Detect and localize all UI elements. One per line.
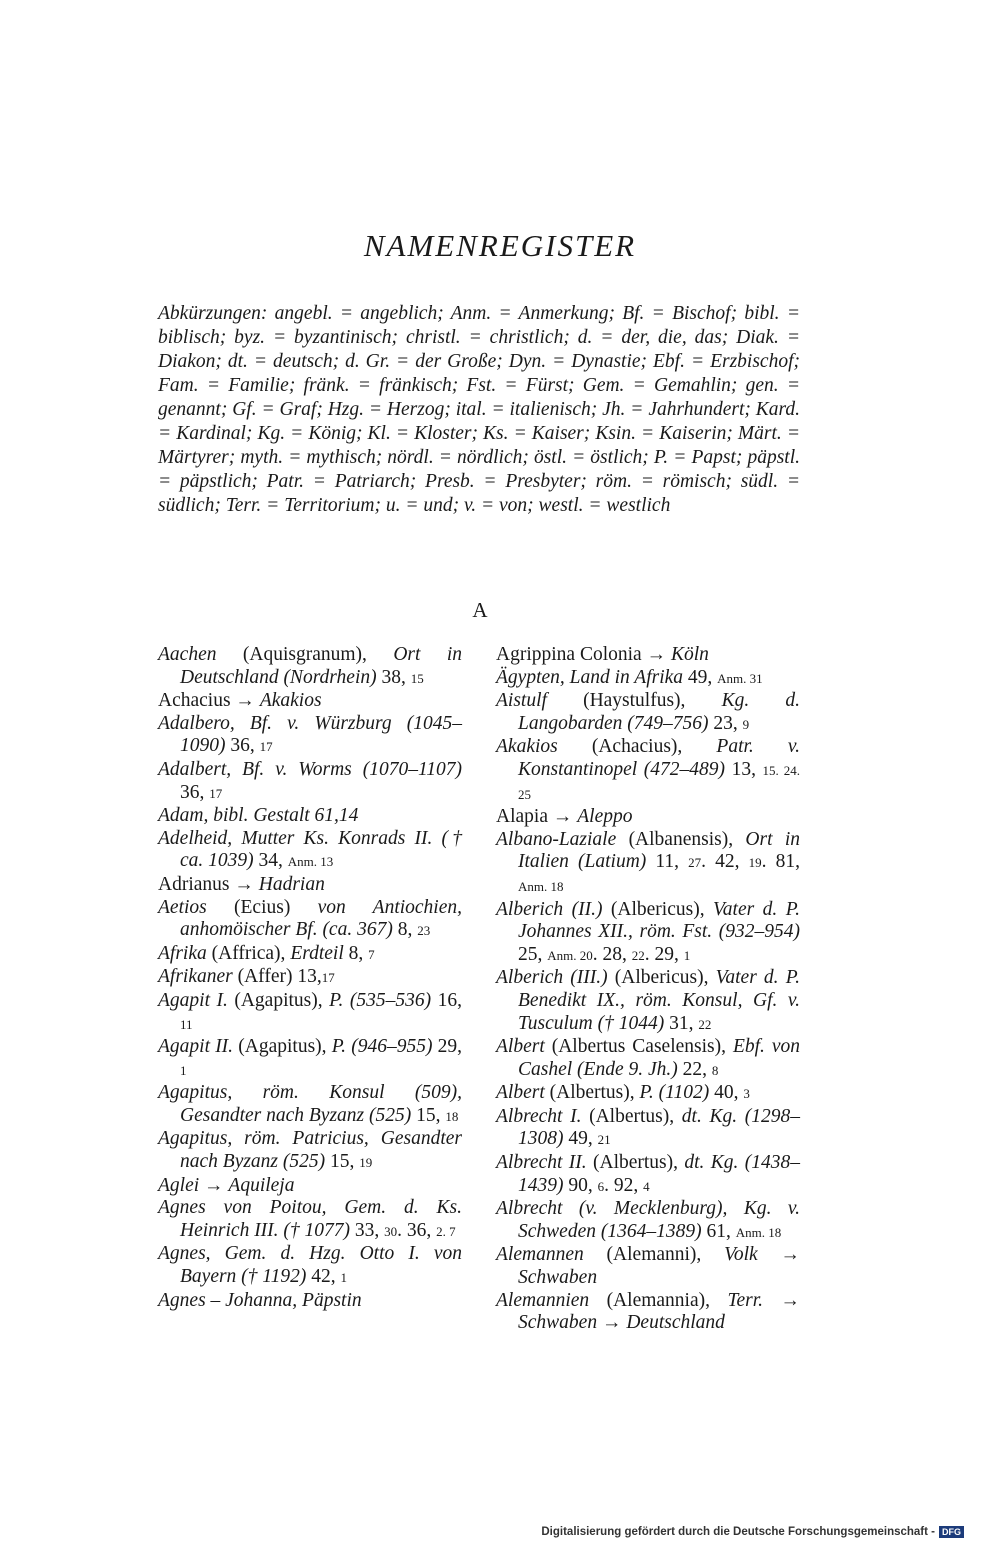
entry-segment: Anm. 18 bbox=[735, 1224, 782, 1240]
entry-segment: (Alemanni), bbox=[583, 1244, 725, 1266]
entry-segment: 34, bbox=[253, 850, 288, 872]
entry-segment: P. (946–955) bbox=[331, 1036, 433, 1058]
entry-segment: (Albertus), bbox=[586, 1152, 685, 1174]
entry-segment: → bbox=[597, 1312, 627, 1334]
section-letter: A bbox=[472, 598, 488, 622]
index-entry bbox=[496, 1290, 800, 1335]
entry-segment: (Ecius) bbox=[206, 896, 318, 918]
entry-segment: 15 bbox=[410, 670, 424, 686]
entry-segment: Kg. d. Langobarden (749–756) bbox=[518, 690, 801, 734]
index-entry bbox=[158, 1197, 462, 1243]
index-entry bbox=[496, 667, 800, 691]
entry-segment: 22, bbox=[677, 1058, 712, 1080]
entry-segment: Terr. bbox=[727, 1289, 764, 1311]
entry-segment: 22 bbox=[631, 947, 645, 963]
index-entry bbox=[496, 1152, 800, 1198]
entry-segment: 23 bbox=[417, 923, 431, 939]
entry-segment: Agapit II. bbox=[158, 1036, 234, 1058]
entry-segment: Anm. 13 bbox=[287, 854, 334, 870]
entry-segment: 15, bbox=[325, 1151, 360, 1173]
entry-segment: 21 bbox=[597, 1132, 611, 1148]
index-entry bbox=[496, 1244, 800, 1289]
index-entry bbox=[158, 805, 462, 828]
entry-segment: Agrippina Colonia → bbox=[496, 644, 671, 665]
entry-segment: Achacius → bbox=[158, 690, 260, 712]
entry-segment: 17 bbox=[259, 739, 273, 755]
entry-segment: (Albertus), bbox=[544, 1082, 640, 1104]
entry-segment: Afrika bbox=[158, 942, 207, 964]
entry-segment: dt. Kg. (1298–1308) bbox=[518, 1105, 800, 1150]
entry-segment: Agnes – Johanna, Päpstin bbox=[158, 1289, 362, 1311]
entry-segment: Adrianus → bbox=[158, 873, 259, 895]
index-column-right bbox=[496, 644, 800, 1335]
index-column-left bbox=[158, 644, 462, 1312]
index-entry bbox=[496, 1036, 800, 1082]
entry-segment: (Aquisgranum), bbox=[216, 644, 394, 665]
entry-segment: 29, bbox=[432, 1036, 463, 1058]
entry-segment: Agapitus, röm. Konsul (509), Gesandter nach Byzanz (525) bbox=[158, 1082, 462, 1126]
page-title: NAMENREGISTER bbox=[363, 228, 637, 263]
index-entry bbox=[158, 990, 462, 1036]
entry-segment: . 36, bbox=[397, 1219, 437, 1241]
entry-segment: 9 bbox=[742, 716, 750, 732]
entry-segment: 15, bbox=[411, 1104, 446, 1126]
index-entry bbox=[496, 1082, 800, 1106]
entry-segment: 1 bbox=[683, 947, 691, 963]
entry-segment: Aglei bbox=[158, 1174, 200, 1196]
entry-segment: 16, bbox=[431, 989, 463, 1011]
entry-segment: Alberich (III.) bbox=[496, 967, 608, 989]
entry-segment: 1 bbox=[180, 1062, 187, 1078]
entry-segment: Albrecht II. bbox=[496, 1152, 587, 1174]
entry-segment: Adelheid, Mutter Ks. Konrads II. († ca. 1039) bbox=[158, 827, 462, 872]
entry-segment: (Albertus), bbox=[581, 1105, 682, 1127]
entry-segment: 1 bbox=[340, 1270, 347, 1286]
entry-segment: Aleppo bbox=[577, 806, 633, 828]
entry-segment: P. (1102) bbox=[639, 1082, 710, 1104]
index-entry bbox=[158, 1036, 462, 1082]
entry-segment: Ort in Italien (Latium) bbox=[518, 828, 800, 873]
entry-segment: 61, bbox=[701, 1220, 736, 1242]
entry-segment: Anm. 18 bbox=[518, 878, 564, 894]
entry-segment: Volk bbox=[724, 1244, 758, 1266]
entry-segment: → bbox=[757, 1244, 800, 1266]
entry-segment: Alemannen bbox=[496, 1244, 584, 1266]
entry-segment: dt. Kg. (1438–1439) bbox=[518, 1152, 800, 1196]
entry-segment: Albert bbox=[496, 1082, 545, 1104]
entry-segment: → bbox=[763, 1289, 801, 1311]
entry-segment: (Albericus), bbox=[602, 898, 714, 920]
entry-segment: 2. 7 bbox=[436, 1223, 456, 1239]
footer-text: Digitalisierung gefördert durch die Deutsche Forschungsgemeinschaft - bbox=[541, 1526, 935, 1538]
index-entry bbox=[496, 967, 800, 1036]
entry-segment: Vater d. P. Johannes XII., röm. Fst. (932–954) bbox=[518, 898, 800, 943]
entry-segment: Agnes von Poitou, Gem. d. Ks. Heinrich III. († 1077) bbox=[158, 1197, 462, 1241]
entry-segment: 49, bbox=[683, 666, 718, 688]
entry-segment: 15. 24. 25 bbox=[518, 762, 801, 802]
entry-segment: 8, bbox=[343, 942, 369, 964]
entry-segment: 8, bbox=[392, 919, 418, 941]
entry-segment: 33, bbox=[350, 1219, 385, 1241]
entry-segment: Aachen bbox=[158, 644, 217, 665]
entry-segment: Albano-Laziale bbox=[496, 828, 617, 850]
entry-segment: 17 bbox=[209, 785, 223, 801]
entry-segment: Schwaben bbox=[518, 1267, 598, 1289]
entry-segment: Agapitus, röm. Patricius, Gesandter nach Byzanz (525) bbox=[158, 1128, 462, 1173]
entry-segment: 8 bbox=[711, 1062, 719, 1078]
entry-segment: Köln bbox=[670, 644, 709, 665]
entry-segment: 36, bbox=[225, 735, 260, 757]
entry-segment: . 28, bbox=[592, 943, 632, 965]
entry-segment: 22 bbox=[698, 1016, 712, 1032]
entry-segment: Alapia → bbox=[496, 806, 578, 828]
entry-segment: 19 bbox=[748, 855, 762, 871]
entry-segment: 4 bbox=[643, 1178, 650, 1194]
entry-segment: 6 bbox=[597, 1178, 605, 1194]
entry-segment: Schwaben bbox=[518, 1312, 598, 1334]
entry-segment: 27 bbox=[688, 855, 702, 871]
entry-segment: Alberich (II.) bbox=[496, 898, 603, 920]
index-entry bbox=[158, 1128, 462, 1174]
entry-segment: Aistulf bbox=[496, 690, 547, 712]
entry-segment: 11 bbox=[180, 1016, 193, 1032]
entry-segment: (Agapitus), bbox=[227, 989, 330, 1011]
entry-segment: Adam, bibl. Gestalt 61,14 bbox=[158, 805, 359, 827]
entry-segment: Erdteil bbox=[290, 942, 344, 964]
entry-segment: (Achacius), bbox=[557, 736, 717, 758]
index-entry bbox=[158, 943, 462, 967]
index-entry bbox=[496, 736, 800, 806]
index-entry bbox=[158, 644, 462, 690]
entry-segment: Adalbert, Bf. v. Worms (1070–1107) bbox=[158, 758, 462, 780]
entry-segment: (Haystulfus), bbox=[546, 690, 722, 712]
index-entry bbox=[496, 806, 800, 829]
dfg-logo: DFG bbox=[939, 1526, 964, 1538]
entry-segment: Agapit I. bbox=[158, 989, 228, 1011]
entry-segment: 90, bbox=[563, 1174, 598, 1196]
entry-segment: Alemannien bbox=[496, 1289, 590, 1311]
entry-segment: Adalbero, Bf. v. Würzburg (1045–1090) bbox=[158, 712, 462, 757]
entry-segment: Anm. 20 bbox=[547, 947, 593, 963]
entry-segment: Albrecht (v. Mecklenburg), Kg. v. Schweden (1364–1389) bbox=[496, 1198, 800, 1242]
entry-segment: . 81, bbox=[761, 851, 801, 873]
entry-segment: (Affer) 13, bbox=[232, 966, 322, 988]
entry-segment: Ebf. von Cashel (Ende 9. Jh.) bbox=[518, 1036, 801, 1080]
entry-segment: 23, bbox=[708, 712, 743, 734]
entry-segment: 3 bbox=[743, 1086, 750, 1102]
index-entry bbox=[158, 828, 462, 874]
index-entry bbox=[496, 829, 800, 899]
index-entry bbox=[158, 1243, 462, 1289]
index-entry bbox=[158, 713, 462, 759]
entry-segment: Aetios bbox=[158, 896, 207, 918]
footer-credit bbox=[541, 1526, 964, 1538]
entry-segment: Albrecht I. bbox=[496, 1105, 582, 1127]
entry-segment: (Agapitus), bbox=[233, 1036, 332, 1058]
entry-segment: Akakios bbox=[496, 736, 558, 758]
entry-segment: Anm. 31 bbox=[717, 670, 763, 686]
entry-segment: 25, bbox=[518, 943, 548, 965]
entry-segment: Patr. v. Konstantinopel (472–489) bbox=[518, 736, 800, 780]
entry-segment: 17 bbox=[321, 970, 335, 986]
entry-segment: Hadrian bbox=[258, 873, 325, 895]
entry-segment: 13, bbox=[725, 758, 763, 780]
entry-segment: Afrikaner bbox=[158, 966, 233, 988]
entry-segment: 31, bbox=[664, 1012, 699, 1034]
index-entry bbox=[496, 899, 800, 968]
entry-segment: Aquileja bbox=[228, 1174, 295, 1196]
entry-segment: Ägypten, Land in Afrika bbox=[496, 666, 684, 688]
index-entry bbox=[158, 1290, 462, 1313]
entry-segment: Akakios bbox=[259, 690, 322, 712]
index-entry bbox=[158, 897, 462, 943]
index-entry bbox=[496, 1106, 800, 1152]
entry-segment: 42, bbox=[306, 1266, 341, 1288]
entry-segment: P. (535–536) bbox=[329, 989, 432, 1011]
index-entry bbox=[158, 966, 462, 990]
index-entry bbox=[158, 1082, 462, 1128]
index-entry bbox=[496, 644, 800, 667]
entry-segment: (Albertus Caselensis), bbox=[544, 1036, 733, 1058]
entry-segment: → bbox=[199, 1174, 229, 1196]
index-entry bbox=[158, 874, 462, 897]
entry-segment: 40, bbox=[709, 1082, 744, 1104]
index-entry bbox=[158, 759, 462, 805]
entry-segment: Ort in Deutschland (Nordrhein) bbox=[180, 644, 462, 688]
entry-segment: Agnes, Gem. d. Hzg. Otto I. von Bayern († 1192) bbox=[158, 1243, 462, 1288]
entry-segment: 36, bbox=[180, 781, 210, 803]
abbreviations-paragraph: Abkürzungen: angebl. = angeblich; Anm. = Anmerkung; Bf. = Bischof; bibl. = biblisch; byz. = byzantinisch; christl. = christlich; d. = der, die, das; Diak. = Diakon; dt. = deutsch; d. Gr. = der Große; Dyn. = Dynastie; Ebf. = Erzbischof; Fam. = Familie; fränk. = fränkisch; Fst. = Fürst; Gem. = Gemahlin; gen. = genannt; Gf. = Graf; Hzg. = Herzog; ital. = italienisch; Jh. = Jahrhundert; Kard. = Kardinal; Kg. = König; Kl. = Kloster; Ks. = Kaiser; Ksin. = Kaiserin; Märt. = Märtyrer; myth. = mythisch; nördl. = nördlich; östl. = östlich; P. = Papst; päpstl. = päpstlich; Patr. = Patriarch; Presb. = Presbyter; röm. = römisch; südl. = südlich; Terr. = Territorium; u. = und; v. = von; westl. = westlich bbox=[158, 303, 800, 516]
entry-segment: 11, bbox=[646, 851, 689, 873]
entry-segment: 38, bbox=[376, 666, 411, 688]
entry-segment: 30 bbox=[384, 1223, 398, 1239]
index-entry bbox=[496, 690, 800, 736]
entry-segment: . 92, bbox=[604, 1174, 644, 1196]
entry-segment: 49, bbox=[563, 1128, 598, 1150]
entry-segment: 19 bbox=[359, 1155, 373, 1171]
entry-segment: (Albericus), bbox=[607, 967, 716, 989]
entry-segment: 7 bbox=[368, 946, 375, 962]
index-entry bbox=[158, 1175, 462, 1198]
entry-segment: (Albanensis), bbox=[616, 828, 746, 850]
entry-segment: . 42, bbox=[701, 851, 749, 873]
entry-segment: Albert bbox=[496, 1036, 545, 1058]
entry-segment: . 29, bbox=[644, 943, 684, 965]
index-entry bbox=[158, 690, 462, 713]
entry-segment: 18 bbox=[445, 1108, 459, 1124]
entry-segment: Vater d. P. Benedikt IX., röm. Konsul, Gf. v. Tusculum († 1044) bbox=[518, 967, 800, 1034]
entry-segment: von Antiochien, anhomöischer Bf. (ca. 367) bbox=[180, 896, 463, 941]
entry-segment: (Alemannia), bbox=[589, 1289, 728, 1311]
entry-segment: (Affrica), bbox=[206, 942, 291, 964]
entry-segment: Deutschland bbox=[626, 1312, 725, 1334]
index-entry bbox=[496, 1198, 800, 1244]
